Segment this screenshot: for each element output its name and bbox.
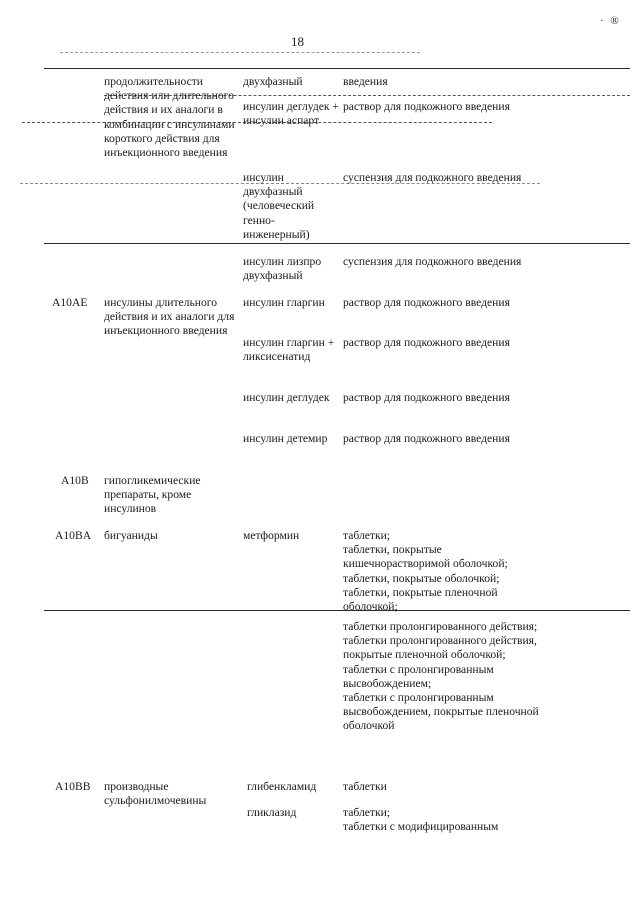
dosage-form: таблетки <box>343 780 387 793</box>
header-dashed-rule <box>60 52 420 53</box>
group-name: продолжительности действия или длительного действия и их аналоги в комбинации с инсулинами короткого действия для инъекционного введения <box>104 75 235 160</box>
table-page-break-rule <box>44 243 630 244</box>
dosage-form-list: таблетки; таблетки, покрытые кишечнорастворимой оболочкой; таблетки, покрытые оболочкой; таблетки, покрытые пленочной оболочкой; <box>343 529 508 614</box>
drug-name: инсулин деглудек <box>243 391 330 404</box>
dosage-form: раствор для подкожного введения <box>343 432 510 445</box>
group-name: гипогликемические препараты, кроме инсулинов <box>104 474 201 516</box>
corner-marks: · ® <box>600 15 621 27</box>
drug-name: гликлазид <box>247 806 297 819</box>
page-number: 18 <box>291 34 304 49</box>
drug-name: глибенкламид <box>247 780 317 793</box>
drug-name: инсулин гларгин <box>243 296 325 309</box>
drug-name: инсулин детемир <box>243 432 328 445</box>
dosage-form-list: таблетки пролонгированного действия; таблетки пролонгированного действия, покрытые пленочной оболочкой; таблетки с пролонгированным высвобождением; таблетки с пролонгированным высвобождением, покрытые пленочной оболочкой <box>343 620 539 733</box>
dosage-form: раствор для подкожного введения <box>343 391 510 404</box>
dosage-form: раствор для подкожного введения <box>343 100 510 113</box>
atc-code: A10BB <box>55 780 91 793</box>
dosage-form: раствор для подкожного введения <box>343 296 510 309</box>
group-name: бигуаниды <box>104 529 158 542</box>
dosage-form-list: таблетки; таблетки с модифицированным <box>343 806 499 834</box>
drug-name: инсулин деглудек + инсулин аспарт <box>243 100 339 128</box>
drug-name: метформин <box>243 529 300 542</box>
drug-name: инсулин лизпро двухфазный <box>243 255 322 283</box>
group-name: инсулины длительного действия и их аналоги для инъекционного введения <box>104 296 235 338</box>
drug-name: инсулин гларгин + ликсисенатид <box>243 336 335 364</box>
dosage-form: введения <box>343 75 388 88</box>
dosage-form: суспензия для подкожного введения <box>343 171 522 184</box>
table-page-break-rule <box>44 610 630 611</box>
dosage-form: суспензия для подкожного введения <box>343 255 522 268</box>
atc-code: A10AE <box>52 296 88 309</box>
group-name: производные сульфонилмочевины <box>104 780 207 808</box>
table-top-rule <box>44 68 630 69</box>
atc-code: A10BA <box>55 529 92 542</box>
dosage-form: раствор для подкожного введения <box>343 336 510 349</box>
atc-code: A10B <box>61 474 89 487</box>
drug-name: двухфазный <box>243 75 303 88</box>
drug-name: инсулин двухфазный (человеческий генно-инженерный) <box>243 171 315 241</box>
